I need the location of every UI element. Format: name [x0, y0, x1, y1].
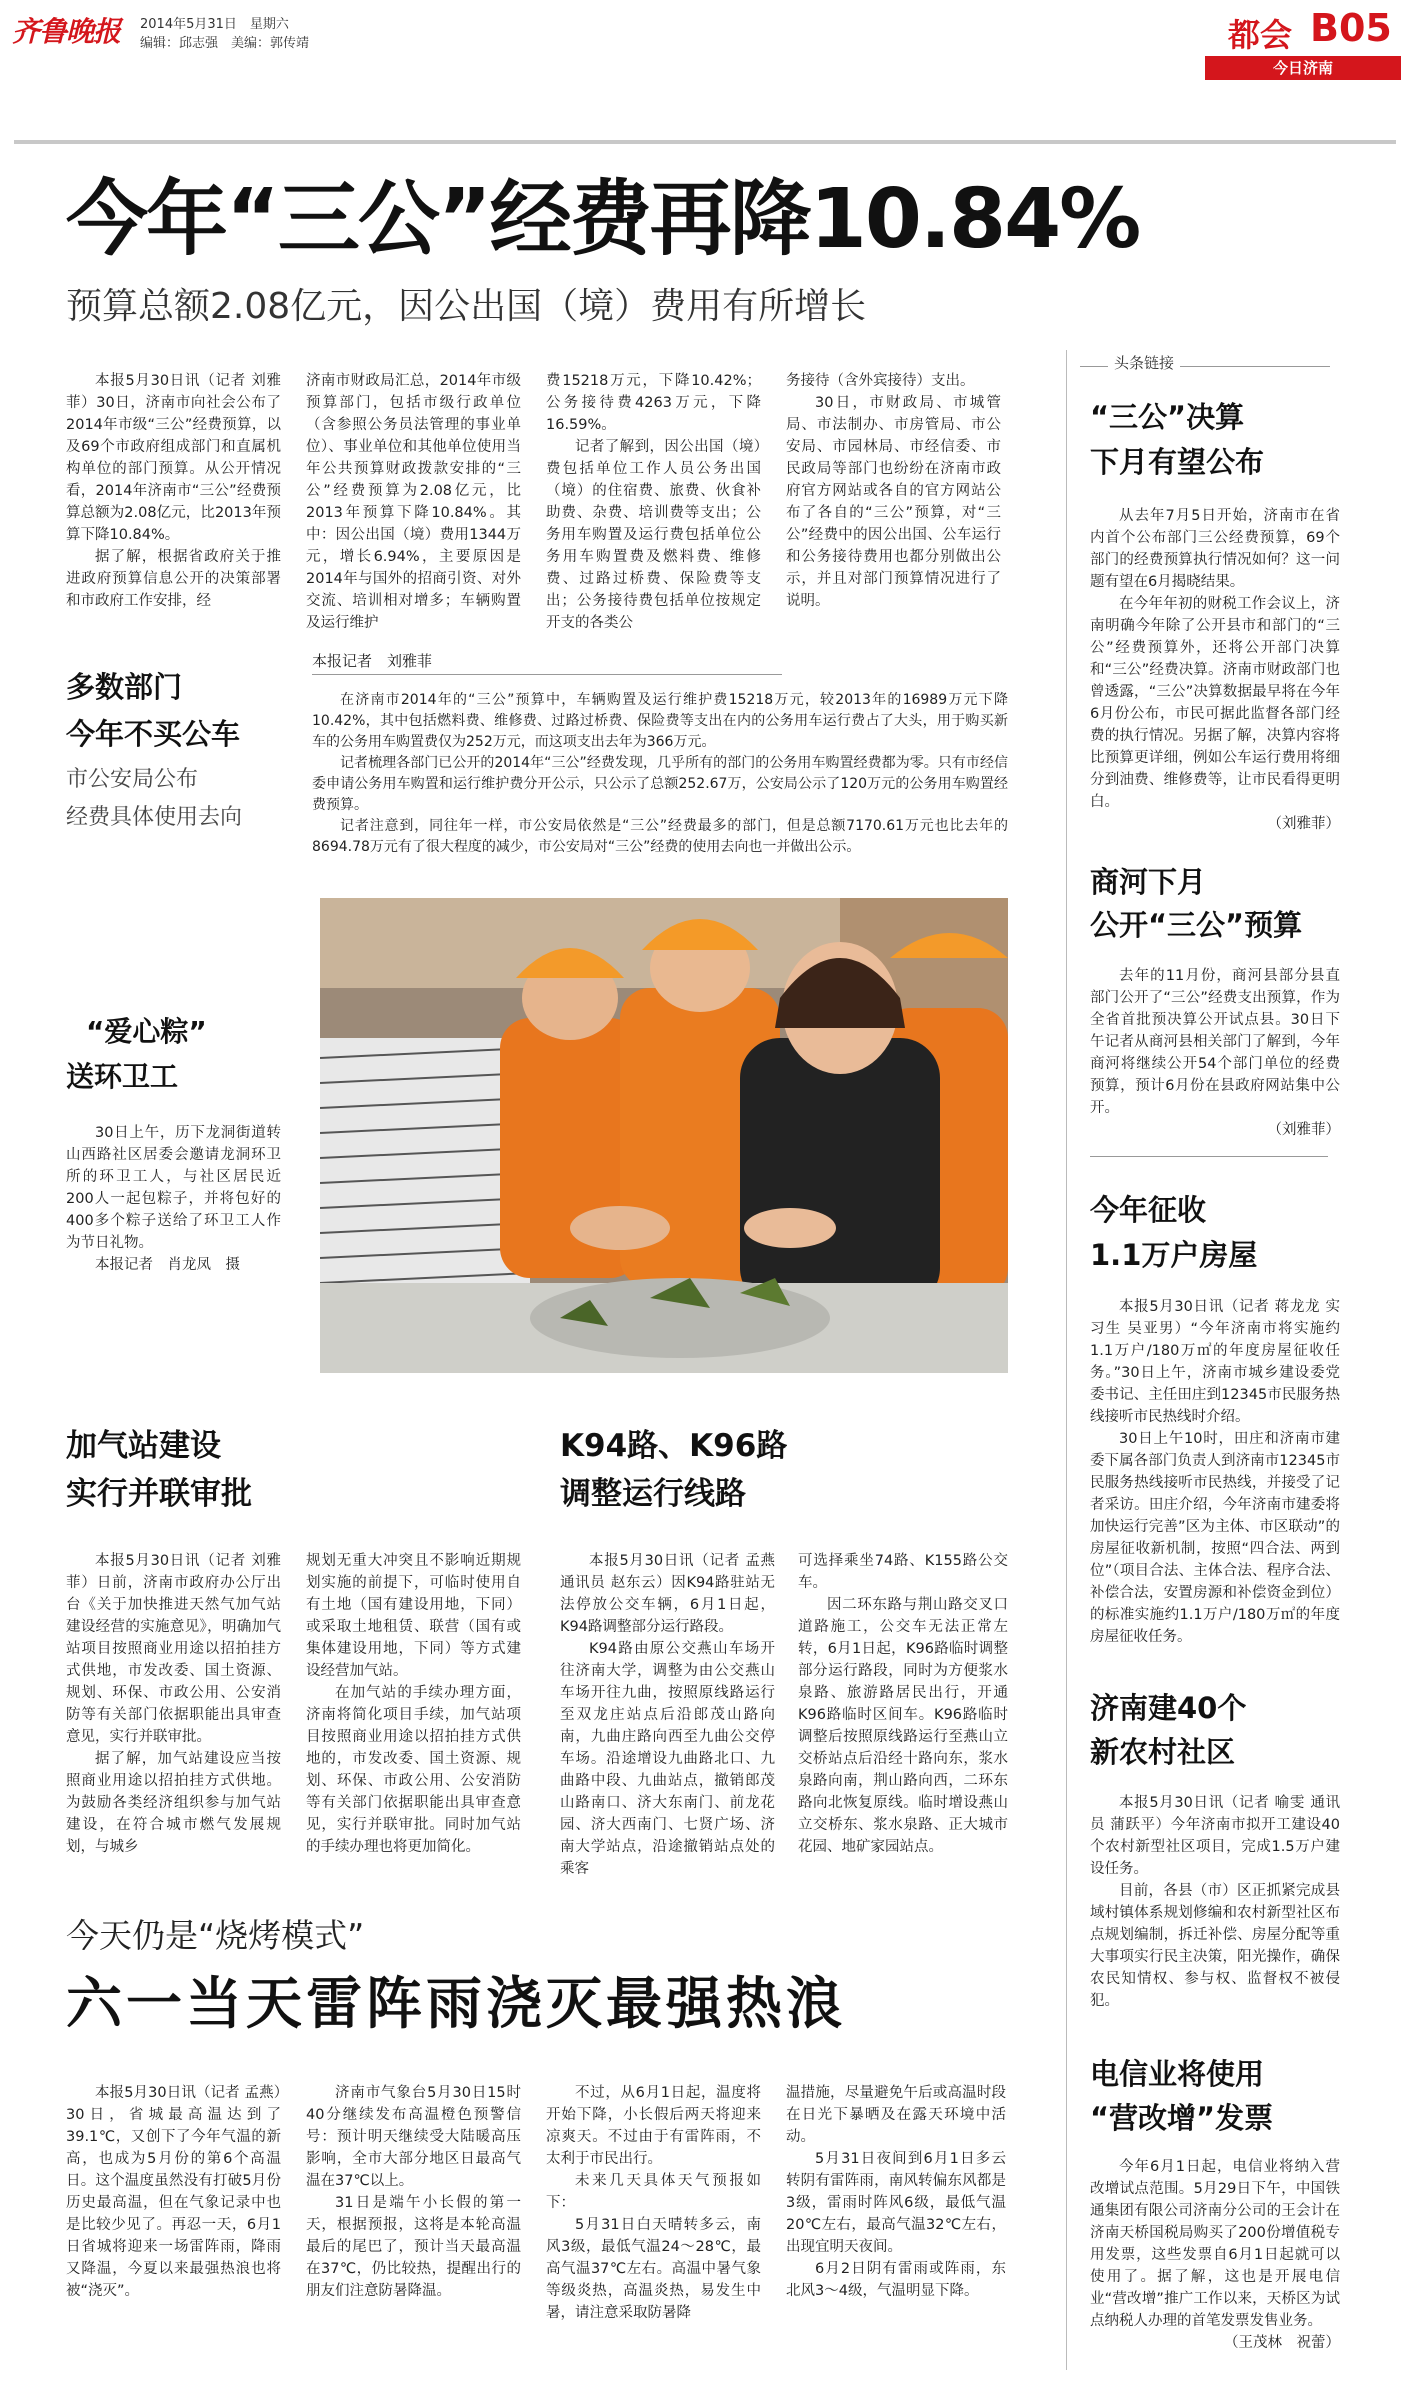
- paragraph: 去年的11月份，商河县部分县直部门公开了“三公”经费支出预算，作为全省首批预决算公开试点县。30日下午记者从商河县相关部门了解到，今年商河将继续公开54个部门单位的经费预算，预计6月份在县政府网站集中公开。: [1090, 968, 1340, 1116]
- sidebox-title-2: 今年不买公车: [66, 717, 241, 751]
- paragraph: 在加气站的手续办理方面，济南将简化项目手续，加气站项目按照商业用途以招拍挂方式供地的，市发改委、国土资源、规划、环保、市政公用、公安消防等有关部门依据职能出具审查意见，实行并联审批。同时加气站的手续办理也将更加简化。: [306, 1685, 521, 1855]
- sidebox-byline-rule: [312, 674, 782, 675]
- masthead-rule: [14, 140, 1396, 144]
- paragraph: 本报5月30日讯（记者 孟燕 通讯员 赵东云）因K94路驻站无法停放公交车辆，6月1日起，K94路调整部分运行路段。: [560, 1553, 775, 1635]
- paragraph: 30日上午，历下龙洞街道转山西路社区居委会邀请龙洞环卫所的环卫工人，与社区居民近200人一起包粽子，并将包好的400多个粽子送给了环卫工人作为节日礼物。: [66, 1125, 281, 1251]
- sidebox-byline: 本报记者 刘雅菲: [312, 652, 433, 670]
- main-subhead: 预算总额2.08亿元，因公出国（境）费用有所增长: [66, 286, 867, 327]
- sidebox-body: [312, 690, 1008, 858]
- bus-col-1: [560, 1550, 775, 1880]
- bus-title-2: 调整运行线路: [560, 1476, 746, 1512]
- paragraph: 据了解，加气站建设应当按照商业用途以招拍挂方式供地。为鼓励各类经济组织参与加气站建设，在符合城市燃气发展规划，与城乡: [66, 1751, 281, 1855]
- paragraph: 今年6月1日起，电信业将纳入营改增试点范围。5月29日下午，中国铁通集团有限公司济南分公司的王会计在济南天桥国税局购买了200份增值税专用发票，这些发票自6月1日起就可以使用了。据了解，这也是开展电信业“营改增”推广工作以来，天桥区为试点纳税人办理的首笔发票发售业务。: [1090, 2159, 1340, 2329]
- paragraph: 济南市气象台5月30日15时40分继续发布高温橙色预警信号：预计明天继续受大陆暖高压影响，全市大部分地区日最高气温在37℃以上。: [306, 2085, 521, 2189]
- photo-story-title-1: “爱心粽”: [86, 1015, 207, 1048]
- main-headline: 今年“三公”经费再降10.84%: [66, 172, 1140, 267]
- gas-title-1: 加气站建设: [66, 1428, 221, 1464]
- paragraph: 5月31日白天晴转多云，南风3级，最低气温24～28℃，最高气温37℃左右。高温中暑气象等级炎热，高温炎热，易发生中暑，请注意采取防暑降: [546, 2217, 761, 2321]
- paragraph: 6月2日阴有雷雨或阵雨，东北风3～4级，气温明显下降。: [786, 2261, 1006, 2299]
- photo-story-body: [66, 1122, 281, 1276]
- right-5-body: [1090, 2156, 1340, 2354]
- main-col-3: [546, 370, 761, 634]
- right-4-title-2: 新农村社区: [1090, 1735, 1236, 1769]
- right-1-body: [1090, 505, 1340, 835]
- paragraph: 记者梳理各部门已公开的2014年“三公”经费发现，几乎所有的部门的公务用车购置经费都为零。只有市经信委申请公务用车购置和运行维护费分开公示，只公示了总额252.67万，公安局公示了120万元的公务用车购置经费预算。: [312, 755, 1008, 813]
- masthead-editors: 编辑：邱志强 美编：郭传靖: [140, 36, 310, 51]
- right-5-title-2: “营改增”发票: [1090, 2101, 1274, 2135]
- paragraph: 30日，市财政局、市城管局、市法制办、市房管局、市公安局、市园林局、市经信委、市民政局等部门也纷纷在济南市政府官方网站或各自的官方网站公布了各自的“三公”预算，对“三公”经费中的因公出国、公车运行和公务接待费用也都分别做出公示，并且对部门预算情况进行了说明。: [786, 395, 1001, 609]
- sidebox-title-1: 多数部门: [66, 670, 183, 704]
- masthead-date: 2014年5月31日 星期六: [140, 17, 289, 32]
- paragraph: 务接待（含外宾接待）支出。: [786, 373, 975, 389]
- gas-title-2: 实行并联审批: [66, 1476, 252, 1512]
- paragraph: 记者注意到，同往年一样，市公安局依然是“三公”经费最多的部门，但是总额7170.61万元也比去年的8694.78万元有了很大程度的减少，市公安局对“三公”经费的使用去向也一并做出公示。: [312, 818, 1008, 855]
- paragraph: 本报5月30日讯（记者 蒋龙龙 实习生 吴亚男）“今年济南市将实施约1.1万户/180万㎡的年度房屋征收任务。”30日上午，济南市城乡建设委党委书记、主任田庄到12345市民服务热线接听市民热线时介绍。: [1090, 1299, 1340, 1425]
- paragraph: 规划无重大冲突且不影响近期规划实施的前提下，可临时使用自有土地（国有建设用地，下同）或采取土地租赁、联营（国有或集体建设用地，下同）等方式建设经营加气站。: [306, 1553, 521, 1679]
- weather-col-4: [786, 2082, 1006, 2302]
- right-column-divider: [1066, 350, 1067, 2370]
- paragraph: 本报5月30日讯（记者 喻雯 通讯员 蒲跃平）今年济南市拟开工建设40个农村新型社区项目，完成1.5万户建设任务。: [1090, 1795, 1340, 1877]
- main-col-4: [786, 370, 1001, 612]
- paragraph: 可选择乘坐74路、K155路公交车。: [798, 1553, 1008, 1591]
- paragraph: 在济南市2014年的“三公”预算中，车辆购置及运行维护费15218万元，较2013年的16989万元下降10.42%，其中包括燃料费、维修费、过路过桥费、保险费等支出在内的公务用车运行费占了大头，用于购买新车的公务用车购置费仅为252万元，而这项支出去年为366万元。: [312, 692, 1008, 750]
- right-5-title-1: 电信业将使用: [1090, 2057, 1265, 2091]
- weather-col-3: [546, 2082, 761, 2324]
- paragraph: 温措施，尽量避免午后或高温时段在日光下暴晒及在露天环境中活动。: [786, 2085, 1006, 2145]
- paragraph: 从去年7月5日开始，济南市在省内首个公布部门三公经费预算，69个部门的经费预算执行情况如何？这一问题有望在6月揭晓结果。: [1090, 508, 1340, 590]
- right-3-body: [1090, 1296, 1340, 1648]
- paragraph: 未来几天具体天气预报如下：: [546, 2173, 761, 2211]
- right-3-title-2: 1.1万户房屋: [1090, 1238, 1258, 1272]
- news-photo: [320, 898, 1008, 1373]
- gas-col-2: [306, 1550, 521, 1858]
- sidebox-sub-1: 市公安局公布: [66, 767, 199, 792]
- right-4-body: [1090, 1792, 1340, 2012]
- photo-illustration: [320, 898, 1008, 1373]
- paragraph: 费15218万元，下降10.42%；公务接待费4263万元，下降16.59%。: [546, 373, 761, 433]
- paragraph: 目前，各县（市）区正抓紧完成县域村镇体系规划修编和农村新型社区布点规划编制，拆迁补偿、房屋分配等重大事项实行民主决策，阳光操作，确保农民知情权、参与权、监督权不被侵犯。: [1090, 1883, 1340, 2009]
- subsection-bar: 今日济南: [1205, 56, 1401, 80]
- right-1-title-2: 下月有望公布: [1090, 445, 1265, 479]
- weather-col-2: [306, 2082, 521, 2302]
- byline: （刘雅菲）: [1267, 1122, 1340, 1138]
- byline: （刘雅菲）: [1267, 816, 1340, 832]
- photo-story-title-2: 送环卫工: [66, 1060, 179, 1093]
- main-col-1: [66, 370, 281, 612]
- paragraph: 本报5月30日讯（记者 孟燕）30日，省城最高温达到了39.1℃，又创下了今年气温的新高，也成为5月份的第6个高温日。这个温度虽然没有打破5月份历史最高温，但在气象记录中也是比较少见了。再忍一天，6月1日省城将迎来一场雷阵雨，降雨又降温，今夏以来最强热浪也将被“浇灭”。: [66, 2085, 281, 2299]
- bus-col-2: [798, 1550, 1008, 1858]
- paragraph: 据了解，根据省政府关于推进政府预算信息公开的决策部署和市政府工作安排，经: [66, 549, 281, 609]
- paragraph: 济南市财政局汇总，2014年市级预算部门，包括市级行政单位（含参照公务员法管理的事业单位）、事业单位和其他单位使用当年公共预算财政拨款安排的“三公”经费预算为2.08亿元，比2013年预算下降10.84%。其中：因公出国（境）费用1344万元，增长6.94%，主要原因是2014年与国外的招商引资、对外交流、培训相对增多；车辆购置及运行维护: [306, 373, 521, 631]
- right-3-title-1: 今年征收: [1090, 1193, 1207, 1227]
- weather-headline: 六一当天雷阵雨浇灭最强热浪: [66, 1972, 846, 2037]
- paragraph: 31日是端午小长假的第一天，根据预报，这将是本轮高温最后的尾巴了，预计当天最高温在37℃，仍比较热，提醒出行的朋友们注意防暑降温。: [306, 2195, 521, 2299]
- paragraph: 因二环东路与荆山路交叉口道路施工，公交车无法正常左转，6月1日起，K96路临时调整部分运行路段，同时为方便浆水泉路、旅游路居民出行，开通K96路临时区间车。K96路临时调整后按照原线路运行至燕山立交桥站点后沿经十路向东，浆水泉路向南，荆山路向西，二环东路向北恢复原线。临时增设燕山立交桥东、浆水泉路、正大城市花园、地矿家园站点。: [798, 1597, 1008, 1855]
- byline: （王茂林 祝蕾）: [1224, 2335, 1340, 2351]
- photo-credit: 本报记者 肖龙凤 摄: [95, 1257, 240, 1273]
- right-divider-1: [1090, 1156, 1328, 1157]
- right-2-title-1: 商河下月: [1090, 865, 1207, 899]
- main-col-2: [306, 370, 521, 634]
- right-4-title-1: 济南建40个: [1090, 1691, 1247, 1725]
- masthead-logo: 齐鲁晚报: [12, 15, 121, 48]
- weather-kicker: 今天仍是“烧烤模式”: [66, 1916, 365, 1955]
- paragraph: K94路由原公交燕山车场开往济南大学，调整为由公交燕山车场开往九曲，按照原线路运行至双龙庄站点后沿郎茂山路向南，九曲庄路向西至九曲公交停车场。沿途增设九曲路北口、九曲路中段、九曲站点，撤销郎茂山路南口、济大东南门、前龙花园、济大西南门、七贤广场、济南大学站点，沿途撤销站点处的乘客: [560, 1641, 775, 1877]
- paragraph: 在今年年初的财税工作会议上，济南明确今年除了公开县市和部门的“三公”经费预算外，还将公开部门决算和“三公”经费决算。济南市财政部门也曾透露，“三公”决算数据最早将在今年6月份公布，市民可据此监督各部门经费的执行情况。另据了解，决算内容将比预算更详细，例如公车运行费用将细分到油费、维修费等，让市民看得更明白。: [1090, 596, 1340, 810]
- right-2-body: [1090, 965, 1340, 1141]
- right-1-title-1: “三公”决算: [1090, 400, 1245, 434]
- sidebox-sub-2: 经费具体使用去向: [66, 805, 243, 830]
- paragraph: 5月31日夜间到6月1日多云转阴有雷阵雨，南风转偏东风都是3级，雷雨时阵风6级，最低气温20℃左右，最高气温32℃左右，出现宜明天夜间。: [786, 2151, 1006, 2255]
- paragraph: 本报5月30日讯（记者 刘雅菲）30日，济南市向社会公布了2014年市级“三公”经费预算，以及69个市政府组成部门和直属机构单位的部门预算。从公开情况看，2014年济南市“三公”经费预算总额为2.08亿元，比2013年预算下降10.84%。: [66, 373, 281, 543]
- paragraph: 记者了解到，因公出国（境）费包括单位工作人员公务出国（境）的住宿费、旅费、伙食补助费、杂费、培训费等支出；公务用车购置及运行费包括单位公务用车购置费及燃料费、维修费、过路过桥费、保险费等支出；公务接待费包括单位按规定开支的各类公: [546, 439, 761, 631]
- bus-title-1: K94路、K96路: [560, 1428, 788, 1464]
- section-label: 都会: [1228, 16, 1293, 54]
- paragraph: 30日上午10时，田庄和济南市建委下属各部门负责人到济南市12345市民服务热线接听市民热线，并接受了记者采访。田庄介绍，今年济南市建委将加快运行完善”区为主体、市区联动”的房屋征收新机制，按照“四合法、两到位”（项目合法、主体合法、程序合法、补偿合法，安置房源和补偿资金到位）的标准实施约1.1万户/180万㎡的年度房屋征收任务。: [1090, 1431, 1340, 1645]
- gas-col-1: [66, 1550, 281, 1858]
- paragraph: 本报5月30日讯（记者 刘雅菲）日前，济南市政府办公厅出台《关于加快推进天然气加气站建设经营的实施意见》，明确加气站项目按照商业用途以招拍挂方式供地，市发改委、国土资源、规划、环保、市政公用、公安消防等有关部门依据职能出具审查意见，实行并联审批。: [66, 1553, 281, 1745]
- page-number: B05: [1310, 6, 1392, 50]
- weather-col-1: [66, 2082, 281, 2302]
- right-tag: 头条链接: [1108, 352, 1180, 373]
- right-2-title-2: 公开“三公”预算: [1090, 908, 1303, 942]
- paragraph: 不过，从6月1日起，温度将开始下降，小长假后两天将迎来凉爽天。不过由于有雷阵雨，不太利于市民出行。: [546, 2085, 761, 2167]
